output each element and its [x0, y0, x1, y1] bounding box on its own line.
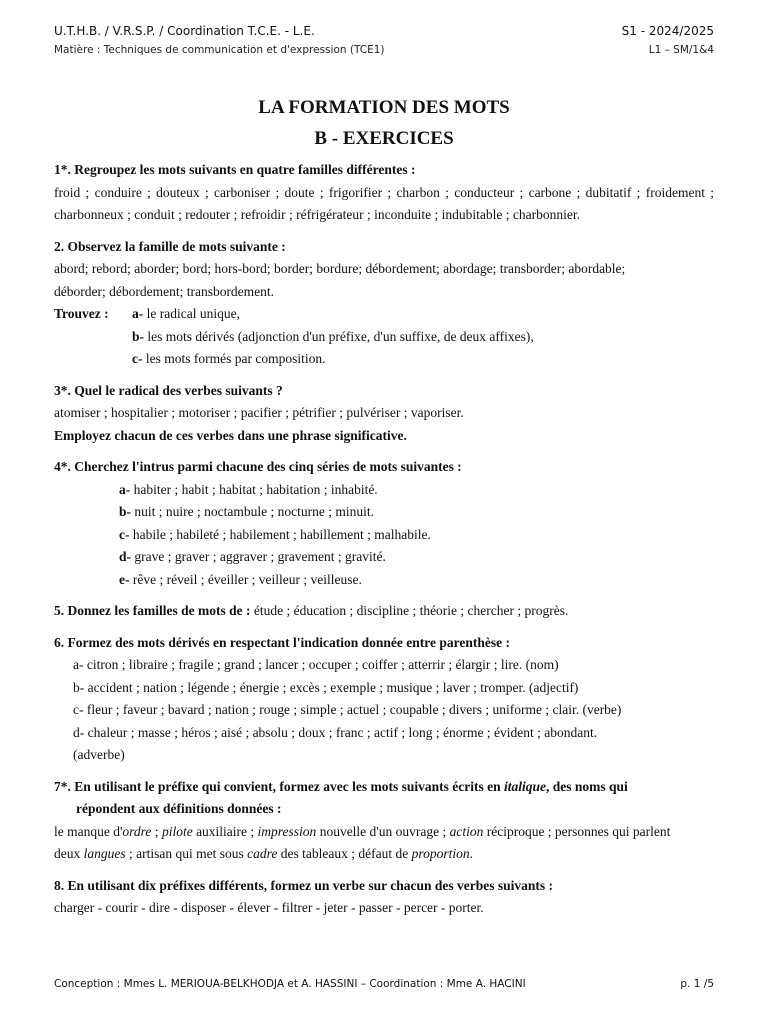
item-text: habiter ; habit ; habitat ; habitation ; inhabité. [130, 481, 378, 497]
exercise-3-question-2: Employez chacun de ces verbes dans une phrase significative. [54, 427, 407, 443]
exercise-1-text: froid ; conduire ; douteux ; carboniser ; doute ; frigorifier ; charbon ; conducteur ; carbone ; dubitatif ; froidement ; charbonneux ; conduit ; redouter ; refroidir ; réfrigérateur ; inconduite ; indubitable ; charbonnier. [54, 184, 714, 222]
header-subject: Matière : Techniques de communication et d'expression (TCE1) [54, 44, 385, 56]
exercise-6-item-b: b- accident ; nation ; légende ; énergie ; excès ; exemple ; musique ; laver ; tromper. (adjectif) [73, 679, 579, 695]
italic-word: langues [83, 846, 126, 861]
item-letter: c- [132, 351, 143, 366]
text-part: nouvelle d'un ouvrage ; [316, 823, 450, 839]
exercise-7-text [54, 821, 714, 866]
text-part: réciproque ; personnes qui parlent deux [54, 823, 671, 861]
exercise-7-question [54, 776, 714, 799]
item-text: nuit ; nuire ; noctambule ; nocturne ; minuit. [131, 504, 374, 519]
text-part: des tableaux ; défaut de [277, 846, 412, 861]
exercise-2 [54, 236, 714, 371]
header-institution: U.T.H.B. / V.R.S.P. / Coordination T.C.E. - L.E. [54, 24, 315, 38]
page-subtitle: B - EXERCICES [314, 128, 454, 149]
page-number: p. 1 /5 [680, 978, 714, 990]
text-part: auxiliaire ; [192, 823, 258, 839]
italic-word: ordre [122, 823, 152, 839]
exercise-4-item-a [54, 479, 714, 502]
item-letter: d- [119, 549, 132, 564]
item-text: les mots formés par composition. [142, 351, 326, 366]
exercise-8-text: charger - courir - dire - disposer - élever - filtrer - jeter - passer - percer - porter. [54, 900, 484, 915]
exercise-2-item-a [54, 303, 714, 326]
text-part: . [469, 846, 473, 861]
item-text: le radical unique, [143, 306, 240, 321]
exercise-8 [54, 875, 714, 920]
item-letter: a- [132, 306, 144, 321]
exercise-1-question: 1*. Regroupez les mots suivants en quatre familles différentes : [54, 162, 416, 177]
item-letter: b- [132, 328, 145, 344]
exercise-7 [54, 776, 714, 866]
exercise-2-item-c [54, 348, 714, 371]
header-line-1 [54, 24, 714, 42]
footer-credits: Conception : Mmes L. MERIOUA-BELKHODJA et A. HASSINI – Coordination : Mme A. HACINI [54, 978, 526, 990]
italic-word: impression [257, 823, 317, 839]
italic-word: pilote [161, 823, 193, 839]
italic-word: proportion [411, 846, 470, 861]
exercise-6-item-c: c- fleur ; faveur ; bavard ; nation ; rouge ; simple ; actuel ; coupable ; divers ; uniforme ; clair. (verbe) [73, 702, 622, 717]
item-text: les mots dérivés (adjonction d'un préfixe, d'un suffixe, de deux affixes), [144, 328, 534, 344]
question-italic-word: italique [503, 778, 546, 794]
item-text: habile ; habileté ; habilement ; habillement ; malhabile. [129, 526, 431, 542]
trouvez-label: Trouvez : [54, 306, 109, 321]
italic-word: action [449, 823, 484, 839]
exercise-6-item-a: a- citron ; libraire ; fragile ; grand ; lancer ; occuper ; coiffer ; atterrir ; élargir ; lire. (nom) [73, 657, 559, 672]
exercise-4-item-e [54, 569, 714, 592]
exercise-6 [54, 632, 714, 767]
item-letter: b- [119, 504, 132, 519]
italic-word: cadre [247, 846, 278, 861]
text-part: le manque d' [54, 823, 123, 839]
question-part: 7*. En utilisant le préfixe qui convient, formez avec les mots suivants écrits en [54, 778, 504, 794]
item-letter: c- [119, 526, 130, 542]
text-part: ; [151, 823, 162, 839]
exercise-2-item-b [54, 326, 714, 349]
header-semester: S1 - 2024/2025 [621, 24, 714, 38]
header-line-2 [54, 44, 714, 60]
exercise-5-question: 5. Donnez les familles de mots de : [54, 603, 251, 618]
exercise-4-item-b [54, 501, 714, 524]
item-letter: e- [119, 571, 130, 587]
exercise-5-text: étude ; éducation ; discipline ; théorie ; chercher ; progrès. [250, 603, 569, 618]
exercise-3-text: atomiser ; hospitalier ; motoriser ; pacifier ; pétrifier ; pulvériser ; vaporiser. [54, 405, 464, 420]
exercise-4-item-c [54, 524, 714, 547]
text-part: ; artisan qui met sous [125, 846, 248, 861]
exercise-4-question: 4*. Cherchez l'intrus parmi chacune des cinq séries de mots suivantes : [54, 459, 462, 474]
item-text: grave ; graver ; aggraver ; gravement ; gravité. [131, 549, 386, 564]
exercise-5 [54, 600, 714, 623]
exercise-7-question-line-2: répondent aux définitions données : [76, 801, 282, 816]
exercise-1 [54, 159, 714, 227]
exercise-3 [54, 380, 714, 448]
exercise-8-question: 8. En utilisant dix préfixes différents, formez un verbe sur chacun des verbes suivants : [54, 877, 553, 893]
exercise-3-question: 3*. Quel le radical des verbes suivants ? [54, 382, 283, 398]
exercise-4-item-d [54, 546, 714, 569]
item-letter: a- [119, 481, 131, 497]
footer [54, 978, 714, 990]
page-title: LA FORMATION DES MOTS [258, 97, 510, 118]
header-group: L1 – SM/1&4 [648, 44, 714, 56]
exercise-6-question: 6. Formez des mots dérivés en respectant l'indication donnée entre parenthèse : [54, 634, 510, 650]
exercise-4 [54, 456, 714, 591]
exercise-2-text: abord; rebord; aborder; bord; hors-bord; border; bordure; débordement; abordage; transborder; abordable; déborder; débordement; transbordement. [54, 261, 626, 299]
page-body [54, 92, 714, 920]
item-text: rêve ; réveil ; éveiller ; veilleur ; veilleuse. [129, 571, 362, 587]
exercise-6-item-d: d- chaleur ; masse ; héros ; aisé ; absolu ; doux ; franc ; actif ; long ; énorme ; évident ; abondant. [73, 724, 598, 740]
exercise-6-item-d-type: (adverbe) [73, 747, 125, 762]
exercise-2-question: 2. Observez la famille de mots suivante : [54, 238, 286, 254]
question-part: , des noms qui [545, 778, 628, 794]
